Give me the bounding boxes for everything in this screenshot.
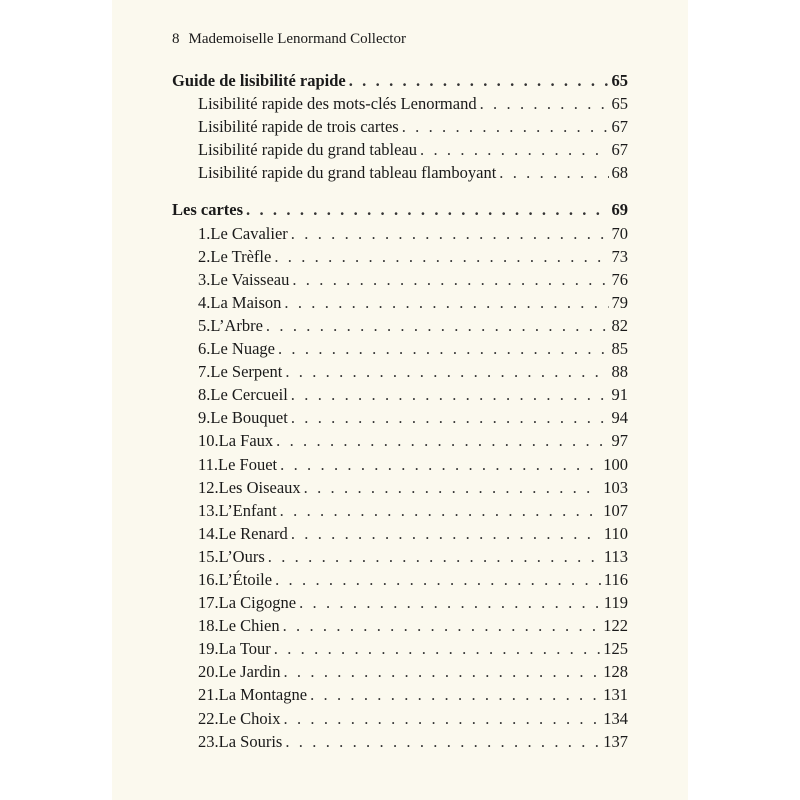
page-ref: 67 — [611, 140, 628, 160]
toc-entry[interactable] — [172, 314, 628, 337]
card-number: 13. — [198, 500, 219, 520]
card-number: 21. — [198, 685, 219, 705]
card-number: 7. — [198, 362, 211, 382]
entry-label: Le Fouet — [218, 454, 278, 474]
card-number: 5. — [198, 315, 211, 335]
page-ref: 65 — [611, 71, 628, 90]
toc-entry[interactable] — [172, 138, 628, 161]
toc-entry[interactable] — [172, 115, 628, 138]
page-ref: 113 — [603, 546, 628, 566]
card-number: 17. — [198, 593, 219, 613]
page-ref: 100 — [603, 454, 628, 474]
entry-label: La Tour — [218, 639, 271, 659]
page-ref: 131 — [603, 685, 628, 705]
entry-label: Le Renard — [218, 523, 288, 543]
toc-entry[interactable] — [172, 245, 628, 268]
card-number: 16. — [198, 569, 219, 589]
dot-leader — [291, 406, 609, 429]
page-ref: 128 — [603, 662, 628, 682]
toc-entry[interactable] — [172, 406, 628, 429]
dot-leader — [291, 383, 609, 406]
dot-leader — [276, 429, 608, 452]
toc-entry[interactable] — [172, 591, 628, 614]
dot-leader — [285, 730, 600, 753]
dot-leader — [284, 291, 608, 314]
dot-leader — [285, 360, 608, 383]
toc-entry[interactable] — [172, 707, 628, 730]
table-of-contents — [172, 69, 628, 753]
dot-leader — [280, 499, 601, 522]
page-ref: 69 — [611, 200, 628, 220]
dot-leader — [268, 545, 601, 568]
card-number: 1. — [198, 223, 211, 243]
toc-entry[interactable] — [172, 683, 628, 706]
page-ref: 103 — [603, 477, 628, 497]
page-ref: 68 — [611, 163, 628, 183]
entry-label: Les Oiseaux — [218, 477, 301, 497]
page-ref: 134 — [603, 708, 628, 728]
entry-label: Le Chien — [218, 616, 280, 636]
card-number: 15. — [198, 546, 219, 566]
dot-leader — [349, 69, 609, 92]
dot-leader — [283, 614, 601, 637]
toc-entry[interactable] — [172, 545, 628, 568]
page-ref: 137 — [603, 731, 628, 751]
toc-entry[interactable] — [172, 268, 628, 291]
book-title: Mademoiselle Lenormand Collector — [188, 31, 406, 47]
entry-label: Lisibilité rapide de trois cartes — [198, 117, 399, 137]
toc-entry[interactable] — [172, 291, 628, 314]
entry-label: La Cigogne — [218, 593, 297, 613]
running-head — [172, 31, 406, 48]
page-ref: 82 — [611, 315, 628, 335]
section-gap — [172, 184, 628, 198]
toc-entry[interactable] — [172, 92, 628, 115]
entry-label: Le Bouquet — [210, 408, 288, 428]
card-number: 22. — [198, 708, 219, 728]
toc-section-cards[interactable] — [172, 198, 628, 221]
toc-entry[interactable] — [172, 476, 628, 499]
page-ref: 79 — [611, 292, 628, 312]
entry-label: L’Ours — [218, 546, 265, 566]
toc-entry[interactable] — [172, 429, 628, 452]
guide-entries — [172, 92, 628, 184]
page-ref: 91 — [611, 385, 628, 405]
entry-label: Lisibilité rapide des mots-clés Lenormand — [198, 94, 477, 114]
card-number: 6. — [198, 339, 211, 359]
dot-leader — [291, 222, 609, 245]
page-ref: 94 — [611, 408, 628, 428]
page-ref: 107 — [603, 500, 628, 520]
card-number: 11. — [198, 454, 219, 474]
toc-entry[interactable] — [172, 637, 628, 660]
entry-label: Le Nuage — [210, 339, 275, 359]
dot-leader — [246, 198, 608, 221]
card-number: 18. — [198, 616, 219, 636]
dot-leader — [499, 161, 608, 184]
toc-section-guide[interactable] — [172, 69, 628, 92]
entry-label: Le Cercueil — [210, 385, 288, 405]
dot-leader — [283, 660, 600, 683]
entry-label: La Souris — [218, 731, 283, 751]
toc-entry[interactable] — [172, 568, 628, 591]
card-number: 14. — [198, 523, 219, 543]
section-title: Guide de lisibilité rapide — [172, 71, 346, 90]
entry-label: Le Trèfle — [210, 246, 272, 266]
page-ref: 110 — [603, 523, 628, 543]
dot-leader — [274, 245, 608, 268]
card-number: 9. — [198, 408, 211, 428]
page-ref: 67 — [611, 117, 628, 137]
toc-entry[interactable] — [172, 337, 628, 360]
card-number: 10. — [198, 431, 219, 451]
dot-leader — [291, 522, 601, 545]
dot-leader — [299, 591, 601, 614]
dot-leader — [266, 314, 609, 337]
page-ref: 116 — [603, 569, 628, 589]
entry-label: Le Serpent — [210, 362, 283, 382]
card-number: 12. — [198, 477, 219, 497]
dot-leader — [292, 268, 608, 291]
dot-leader — [310, 683, 600, 706]
entry-label: Le Jardin — [218, 662, 281, 682]
entry-label: Le Vaisseau — [210, 269, 290, 289]
card-number: 8. — [198, 385, 211, 405]
dot-leader — [402, 115, 609, 138]
dot-leader — [420, 138, 608, 161]
toc-entry[interactable] — [172, 522, 628, 545]
card-number: 3. — [198, 269, 211, 289]
dot-leader — [280, 453, 600, 476]
dot-leader — [274, 637, 600, 660]
card-number: 19. — [198, 639, 219, 659]
toc-entry[interactable] — [172, 222, 628, 245]
page-ref: 88 — [611, 362, 628, 382]
dot-leader — [284, 707, 601, 730]
toc-entry[interactable] — [172, 383, 628, 406]
toc-entry[interactable] — [172, 730, 628, 753]
dot-leader — [304, 476, 601, 499]
entry-label: L’Étoile — [218, 569, 273, 589]
dot-leader — [275, 568, 601, 591]
page-ref: 97 — [611, 431, 628, 451]
toc-entry[interactable] — [172, 161, 628, 184]
page-ref: 85 — [611, 339, 628, 359]
entry-label: La Maison — [210, 292, 282, 312]
dot-leader — [278, 337, 609, 360]
entry-label: Le Cavalier — [210, 223, 288, 243]
page-ref: 65 — [611, 94, 628, 114]
page-ref: 73 — [611, 246, 628, 266]
page-ref: 70 — [611, 223, 628, 243]
section-title: Les cartes — [172, 200, 244, 220]
dot-leader — [480, 92, 609, 115]
entry-label: Le Choix — [218, 708, 281, 728]
page-ref: 122 — [603, 616, 628, 636]
entry-label: La Faux — [218, 431, 274, 451]
entry-label: Lisibilité rapide du grand tableau — [198, 140, 418, 160]
entry-label: L’Arbre — [210, 315, 263, 335]
toc-entry[interactable] — [172, 614, 628, 637]
card-number: 4. — [198, 292, 211, 312]
entry-label: La Montagne — [218, 685, 308, 705]
toc-entry[interactable] — [172, 499, 628, 522]
page-ref: 119 — [603, 593, 628, 613]
page-ref: 125 — [603, 639, 628, 659]
card-number: 20. — [198, 662, 219, 682]
page-ref: 76 — [611, 269, 628, 289]
page-number: 8 — [172, 31, 180, 47]
entry-label: L’Enfant — [218, 500, 277, 520]
entry-label: Lisibilité rapide du grand tableau flamboyant — [198, 163, 497, 183]
toc-entry[interactable] — [172, 453, 628, 476]
card-number: 2. — [198, 246, 211, 266]
card-entries — [172, 222, 628, 753]
card-number: 23. — [198, 731, 219, 751]
toc-entry[interactable] — [172, 360, 628, 383]
toc-entry[interactable] — [172, 660, 628, 683]
